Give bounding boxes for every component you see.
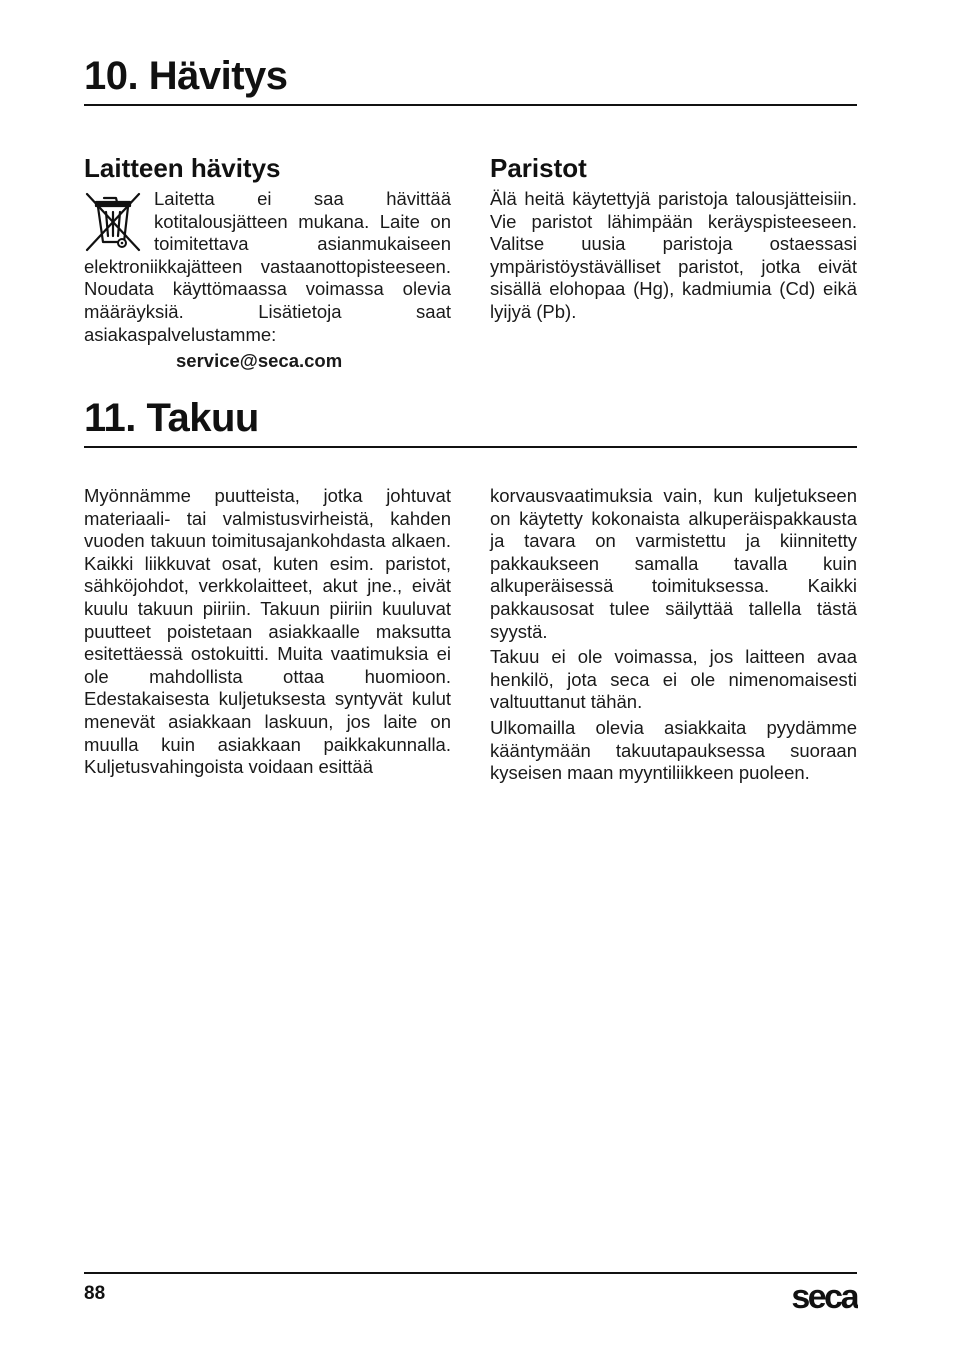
warranty-paragraph-1-part-1: Myönnämme puutteista, jotka johtuvat materiaali- tai valmistusvirheistä, kahden vuoden takuun toimitusajankohdasta alkaen. Kaikki liikkuvat osat, kuten esim. paristot, sähköjohdot, verkkolaitteet, akut jne., eivät kuulu takuun piiriin. Takuun piiriin kuuluvat puutteet poistetaan asiakkaalle maksutta esitettäessä ostokuitti. Muita vaatimuksia ei ole mahdollista ottaa huomioon. Edestakaisesta kuljetuksesta syntyvät kulut menevät asiakkaan laskuun, jos laite on muulla kuin asiakkaan paikkakunnalla. Kuljetusvahingoista voidaan esittää — [84, 485, 451, 778]
batteries-column — [490, 188, 857, 324]
device-disposal-text: Laitetta ei saa hävittää kotitalousjätteen mukana. Laite on toimitettava asianmukaiseen elektroniikkajätteen vastaanottopisteeseen. Noudata käyttömaassa voimassa olevia määräyksiä. Lisätietoja saat asiakaspalvelustamme: — [84, 188, 451, 345]
warranty-paragraph-3: Ulkomailla olevia asiakkaita pyydämme kääntymään takuutapauksessa suoraan kyseisen maan myyntiliikkeen puoleen. — [490, 716, 857, 784]
warranty-column-right — [490, 485, 857, 785]
section-11-title: 11. Takuu — [84, 396, 259, 440]
crossed-out-wheelie-bin-icon — [84, 190, 142, 254]
section-11-rule — [84, 446, 857, 448]
warranty-column-left — [84, 485, 451, 779]
warranty-paragraph-2: Takuu ei ole voimassa, jos laitteen avaa henkilö, jota seca ei ole nimenomaisesti valtuuttanut tähän. — [490, 646, 857, 713]
section-10-title: 10. Hävitys — [84, 54, 288, 98]
device-disposal-heading: Laitteen hävitys — [84, 153, 281, 183]
batteries-heading: Paristot — [490, 153, 587, 183]
warranty-paragraph-1-part-2: korvausvaatimuksia vain, kun kuljetukseen on käytetty kokonaista alkuperäispakkausta ja tavara on varmistettu ja kiinnitetty pakkaukseen samalla tavalla kuin alkuperäisessä toimituksessa. Kaikki pakkausosat tulee säilyttää tallella tästä syystä. — [490, 485, 857, 642]
section-10-rule — [84, 104, 857, 106]
footer-rule — [84, 1272, 857, 1274]
seca-logo — [778, 1272, 858, 1314]
service-email: service@seca.com — [176, 350, 343, 372]
page-number: 88 — [84, 1283, 106, 1304]
seca-logo-text: seca — [791, 1278, 857, 1314]
device-disposal-column — [84, 188, 451, 373]
batteries-text: Älä heitä käytettyjä paristoja talousjätteisiin. Vie paristot lähimpään keräyspisteeseen. Valitse uusia paristoja ostaessasi ympäristöystävälliset paristot, jotka eivät sisällä elohopaa (Hg), kadmiumia (Cd) eikä lyijyä (Pb). — [490, 188, 857, 322]
